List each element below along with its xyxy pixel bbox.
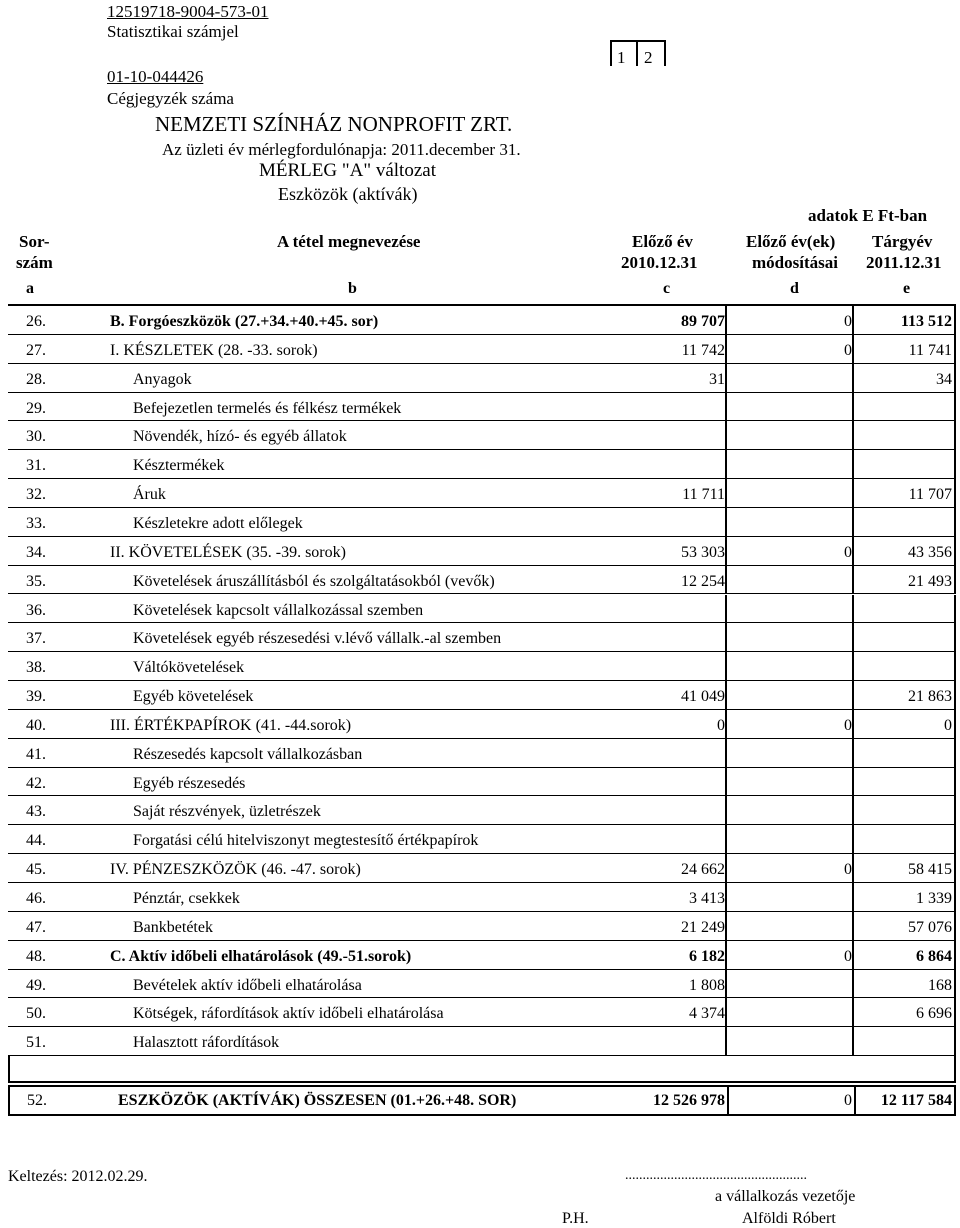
- value-prev-year: 31: [709, 370, 725, 388]
- cell-border: [727, 479, 854, 508]
- cell-border: [600, 537, 727, 566]
- row-label: Követelések egyéb részesedési v.lévő vállalk.-al szemben: [133, 630, 502, 648]
- cell-border: [600, 566, 727, 595]
- cell-border: [727, 739, 854, 768]
- table-row: [0, 508, 960, 537]
- cell-border: [600, 652, 727, 681]
- row-number: 47.: [26, 918, 46, 936]
- cell-border: [854, 508, 956, 537]
- form-digit-2: 2: [644, 48, 653, 67]
- page-subtitle: Eszközök (aktívák): [278, 184, 418, 204]
- cell-border: [727, 306, 854, 335]
- table-row: [0, 364, 960, 393]
- cell-border: [600, 479, 727, 508]
- row-label: Váltókövetelések: [133, 659, 245, 677]
- cell-border: [854, 710, 956, 739]
- row-number: 45.: [26, 861, 46, 879]
- row-label: Követelések áruszállításból és szolgáltatásokból (vevők): [133, 572, 495, 590]
- cell-border: [727, 970, 854, 999]
- table-row: [0, 970, 960, 999]
- row-number: 37.: [26, 630, 46, 648]
- total-prev-year: 12 526 978: [653, 1091, 725, 1109]
- value-current-year: 0: [944, 716, 952, 734]
- value-prev-year: 41 049: [681, 688, 725, 706]
- table-row: [0, 912, 960, 941]
- value-prev-year: 21 249: [681, 918, 725, 936]
- col-d-header-2: módosításai: [752, 253, 838, 272]
- row-label: Anyagok: [133, 370, 192, 388]
- cell-border: [600, 595, 727, 624]
- cell-border: [600, 912, 727, 941]
- col-a-header-2: szám: [16, 253, 53, 272]
- row-number: 27.: [26, 341, 46, 359]
- value-current-year: 113 512: [900, 313, 952, 330]
- date-line: Az üzleti év mérlegfordulónapja: 2011.december 31.: [162, 140, 521, 159]
- cell-border: [600, 450, 727, 479]
- value-modification: 0: [844, 947, 852, 965]
- cell-border: [727, 623, 854, 652]
- signer-name: Alföldi Róbert: [742, 1210, 836, 1227]
- row-number: 34.: [26, 543, 46, 561]
- reg-label: Cégjegyzék száma: [107, 89, 234, 108]
- cell-border: [600, 796, 727, 825]
- value-current-year: 21 863: [908, 688, 952, 706]
- cell-border: [600, 825, 727, 854]
- row-number: 26.: [26, 313, 46, 330]
- cell-border: [600, 854, 727, 883]
- value-prev-year: 89 707: [681, 313, 725, 330]
- table-row: [0, 566, 960, 595]
- cell-border: [854, 912, 956, 941]
- cell-border: [727, 537, 854, 566]
- row-label: Követelések kapcsolt vállalkozással szemben: [133, 601, 424, 619]
- row-label: Egyéb részesedés: [133, 774, 246, 792]
- row-number: 49.: [26, 976, 46, 994]
- cell-border: [727, 912, 854, 941]
- cell-border: [854, 739, 956, 768]
- total-current-year: 12 117 584: [880, 1091, 952, 1109]
- total-modification: 0: [844, 1091, 852, 1109]
- table-row: [0, 710, 960, 739]
- row-number: 30.: [26, 428, 46, 446]
- cell-border: [600, 998, 727, 1027]
- cell-border: [854, 566, 956, 595]
- table-row: [0, 941, 960, 970]
- cell-border: [600, 306, 727, 335]
- cell-border: [854, 393, 956, 422]
- cell-border: [600, 508, 727, 537]
- table-row: [0, 623, 960, 652]
- row-label: Halasztott ráfordítások: [133, 1034, 280, 1052]
- cell-border: [854, 306, 956, 335]
- cell-border: [600, 393, 727, 422]
- cell-border: [854, 825, 956, 854]
- table-row: [0, 681, 960, 710]
- row-label: IV. PÉNZESZKÖZÖK (46. -47. sorok): [110, 861, 361, 879]
- value-current-year: 6 864: [916, 947, 952, 965]
- total-row: [8, 1085, 956, 1116]
- col-d-letter: d: [790, 280, 799, 297]
- row-number: 35.: [26, 572, 46, 590]
- cell-border: [727, 796, 854, 825]
- table-row: [0, 739, 960, 768]
- row-number: 31.: [26, 457, 46, 475]
- value-current-year: 43 356: [908, 543, 952, 561]
- cell-border: [600, 623, 727, 652]
- row-label: Kötségek, ráfordítások aktív időbeli elhatárolása: [133, 1005, 444, 1023]
- row-label: C. Aktív időbeli elhatárolások (49.-51.sorok): [110, 947, 412, 965]
- cell-border: [854, 623, 956, 652]
- value-prev-year: 0: [717, 716, 725, 734]
- cell-border: [727, 998, 854, 1027]
- cell-border: [854, 364, 956, 393]
- table-row: [0, 1027, 960, 1056]
- cell-border: [854, 970, 956, 999]
- value-current-year: 11 741: [908, 341, 952, 359]
- row-number: 50.: [26, 1005, 46, 1023]
- value-modification: 0: [844, 341, 852, 359]
- row-label: Késztermékek: [133, 457, 225, 475]
- value-prev-year: 11 742: [681, 341, 725, 359]
- row-label: Pénztár, csekkek: [133, 890, 240, 907]
- value-current-year: 57 076: [908, 918, 952, 936]
- row-number: 28.: [26, 370, 46, 388]
- row-number: 46.: [26, 890, 46, 907]
- stamp-label: P.H.: [562, 1210, 589, 1227]
- table-row: [0, 450, 960, 479]
- stat-number: 12519718-9004-573-01: [107, 2, 269, 21]
- value-prev-year: 4 374: [689, 1005, 725, 1023]
- row-label: III. ÉRTÉKPAPÍROK (41. -44.sorok): [110, 716, 352, 734]
- value-current-year: 34: [936, 370, 952, 388]
- cell-border: [600, 335, 727, 364]
- col-a-letter: a: [26, 280, 34, 297]
- cell-border: [600, 941, 727, 970]
- cell-border: [727, 595, 854, 624]
- table-row: [0, 595, 960, 624]
- cell-border: [854, 335, 956, 364]
- cell-border: [727, 364, 854, 393]
- cell-border: [854, 450, 956, 479]
- cell-border: [727, 508, 854, 537]
- cell-border: [854, 1027, 956, 1056]
- table-row: [0, 479, 960, 508]
- total-row-label: ESZKÖZÖK (AKTÍVÁK) ÖSSZESEN (01.+26.+48. SOR): [118, 1091, 517, 1109]
- cell-border: [727, 854, 854, 883]
- signature-line: ....................................................: [625, 1168, 807, 1183]
- cell-border: [854, 537, 956, 566]
- row-label: Bevételek aktív időbeli elhatárolása: [133, 976, 362, 994]
- value-prev-year: 24 662: [681, 861, 725, 879]
- cell-border: [600, 739, 727, 768]
- row-number: 36.: [26, 601, 46, 619]
- row-number: 43.: [26, 803, 46, 821]
- row-label: Bankbetétek: [133, 918, 213, 936]
- value-prev-year: 3 413: [689, 890, 725, 907]
- table-row: [0, 825, 960, 854]
- col-c-letter: c: [663, 280, 671, 297]
- row-label: Részesedés kapcsolt vállalkozásban: [133, 745, 363, 763]
- cell-border: [727, 421, 854, 450]
- stat-label: Statisztikai számjel: [107, 22, 239, 41]
- blank-row: [8, 1056, 956, 1083]
- table-row: [0, 335, 960, 364]
- col-b-letter: b: [348, 280, 357, 297]
- table-row: [0, 537, 960, 566]
- cell-border: [727, 941, 854, 970]
- row-label: Forgatási célú hitelviszonyt megtestesítő értékpapírok: [133, 832, 479, 850]
- cell-border: [854, 998, 956, 1027]
- page-title: MÉRLEG "A" változat: [259, 160, 436, 181]
- cell-border: [727, 450, 854, 479]
- table-row: [0, 796, 960, 825]
- cell-border: [854, 796, 956, 825]
- cell-border: [854, 479, 956, 508]
- row-label: Egyéb követelések: [133, 688, 254, 706]
- row-label: Növendék, hízó- és egyéb állatok: [133, 428, 347, 446]
- value-current-year: 21 493: [908, 572, 952, 590]
- value-modification: 0: [844, 543, 852, 561]
- cell-border: [727, 825, 854, 854]
- total-divider: [854, 1087, 856, 1114]
- value-prev-year: 53 303: [681, 543, 725, 561]
- value-current-year: 58 415: [908, 861, 952, 879]
- date-of-signature: Keltezés: 2012.02.29.: [8, 1168, 148, 1185]
- total-row-number: 52.: [27, 1091, 47, 1109]
- value-prev-year: 12 254: [681, 572, 725, 590]
- cell-border: [727, 1027, 854, 1056]
- cell-border: [600, 768, 727, 797]
- cell-border: [854, 854, 956, 883]
- value-prev-year: 1 808: [689, 976, 725, 994]
- cell-border: [854, 681, 956, 710]
- col-e-header-1: Tárgyév: [872, 232, 933, 251]
- col-e-letter: e: [903, 280, 911, 297]
- units-label: adatok E Ft-ban: [808, 206, 928, 225]
- cell-border: [600, 1027, 727, 1056]
- table-row: [0, 306, 960, 335]
- form-digit-1: 1: [617, 48, 626, 67]
- row-number: 40.: [26, 716, 46, 734]
- cell-border: [854, 768, 956, 797]
- col-d-header-1: Előző év(ek): [746, 232, 836, 251]
- row-label: Saját részvények, üzletrészek: [133, 803, 321, 821]
- cell-border: [727, 335, 854, 364]
- cell-border: [727, 393, 854, 422]
- value-modification: 0: [844, 716, 852, 734]
- cell-border: [854, 421, 956, 450]
- row-number: 39.: [26, 688, 46, 706]
- cell-border: [600, 421, 727, 450]
- col-b-header: A tétel megnevezése: [277, 232, 421, 251]
- table-row: [0, 393, 960, 422]
- value-current-year: 1 339: [916, 890, 952, 907]
- cell-border: [727, 566, 854, 595]
- col-c-header-1: Előző év: [632, 232, 693, 251]
- signer-role: a vállalkozás vezetője: [715, 1188, 856, 1205]
- total-divider: [727, 1087, 729, 1114]
- value-modification: 0: [844, 313, 852, 330]
- row-number: 48.: [26, 947, 46, 965]
- row-number: 44.: [26, 832, 46, 850]
- cell-border: [600, 364, 727, 393]
- table-row: [0, 998, 960, 1027]
- cell-border: [727, 652, 854, 681]
- table-row: [0, 854, 960, 883]
- cell-border: [854, 941, 956, 970]
- row-number: 42.: [26, 774, 46, 792]
- table-row: [0, 652, 960, 681]
- value-prev-year: 11 711: [682, 486, 725, 504]
- company-name: NEMZETI SZÍNHÁZ NONPROFIT ZRT.: [155, 112, 513, 136]
- row-number: 29.: [26, 399, 46, 417]
- cell-border: [727, 883, 854, 912]
- cell-border: [600, 970, 727, 999]
- row-label: I. KÉSZLETEK (28. -33. sorok): [110, 341, 318, 359]
- row-label: Készletekre adott előlegek: [133, 514, 303, 532]
- row-label: B. Forgóeszközök (27.+34.+40.+45. sor): [110, 313, 379, 330]
- row-label: Áruk: [133, 486, 166, 504]
- cell-border: [600, 681, 727, 710]
- cell-border: [600, 883, 727, 912]
- cell-border: [854, 883, 956, 912]
- cell-border: [727, 681, 854, 710]
- value-modification: 0: [844, 861, 852, 879]
- row-label: II. KÖVETELÉSEK (35. -39. sorok): [110, 543, 346, 561]
- row-label: Befejezetlen termelés és félkész termékek: [133, 399, 402, 417]
- col-c-header-2: 2010.12.31: [621, 253, 698, 272]
- row-number: 51.: [26, 1034, 46, 1052]
- table-row: [0, 768, 960, 797]
- value-prev-year: 6 182: [689, 947, 725, 965]
- table-row: [0, 421, 960, 450]
- table-row: [0, 883, 960, 912]
- cell-border: [600, 710, 727, 739]
- reg-number: 01-10-044426: [107, 67, 204, 86]
- cell-border: [727, 768, 854, 797]
- value-current-year: 6 696: [916, 1005, 952, 1023]
- row-number: 38.: [26, 659, 46, 677]
- value-current-year: 11 707: [908, 486, 952, 504]
- form-number-box: [610, 40, 666, 66]
- row-number: 32.: [26, 486, 46, 504]
- col-e-header-2: 2011.12.31: [866, 253, 942, 272]
- cell-border: [854, 652, 956, 681]
- row-number: 41.: [26, 745, 46, 763]
- cell-border: [854, 595, 956, 624]
- row-number: 33.: [26, 514, 46, 532]
- col-a-header-1: Sor-: [19, 232, 50, 251]
- value-current-year: 168: [928, 976, 952, 994]
- cell-border: [727, 710, 854, 739]
